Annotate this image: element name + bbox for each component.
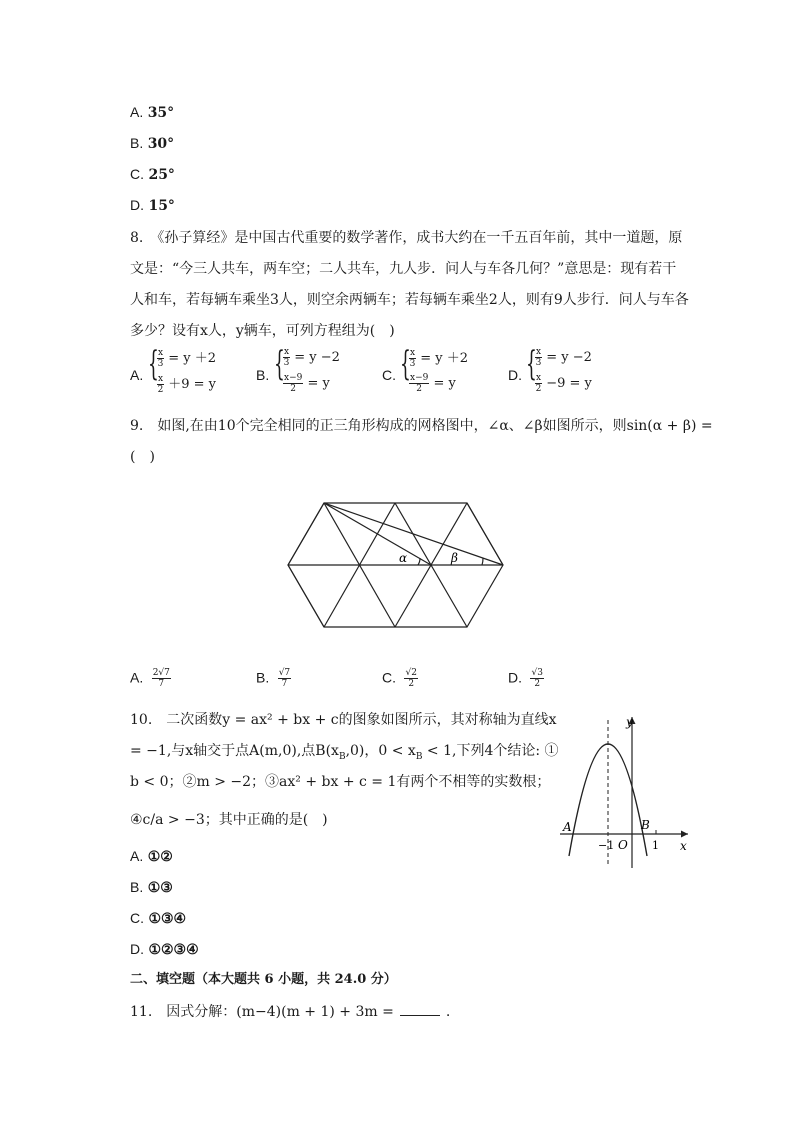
q9-option-c: C. $\frac{√2}{2}$ bbox=[382, 668, 417, 689]
q10-option-c: C. ①③④ bbox=[130, 910, 187, 927]
q11-stem: 11. 因式分解：(m−4)(m + 1) + 3m = . bbox=[130, 1004, 451, 1020]
one-label: 1 bbox=[652, 839, 659, 852]
q9-stem-line2: ( ) bbox=[130, 449, 155, 465]
q8-stem-line4: 多少？设有x人，y辆车，可列方程组为( ) bbox=[130, 323, 395, 339]
q8-option-c: C. { $\frac{x}{3}$ = y ＋2 $\frac{x-9}{2}$ = y bbox=[382, 344, 468, 394]
q8-option-a: A. { $\frac{x}{3}$ = y ＋2 $\frac{x}{2}$ ＋9 = y bbox=[130, 344, 216, 395]
q8-stem-line1: 8. 《孙子算经》是中国古代重要的数学著作，成书大约在一千五百年前，其中一道题，原 bbox=[130, 230, 683, 246]
grid-line bbox=[288, 503, 324, 565]
alpha-label: α bbox=[399, 551, 408, 565]
q8-stem-line2: 文是：“今三人共车，两车空；二人共车，九人步．问人与车各几何？”意思是：现有若干 bbox=[130, 261, 677, 277]
q10-stem-line4: ④c/a > −3；其中正确的是( ) bbox=[130, 812, 328, 828]
q10-stem-line2: = −1,与x轴交于点A(m,0),点$B(x_B,0)$，$0 < x_B < 1$,下列4个结论: ① bbox=[130, 743, 559, 762]
q7-option-d: D. 15° bbox=[130, 197, 175, 214]
answer-blank[interactable] bbox=[400, 1015, 440, 1016]
grid-line bbox=[288, 565, 324, 627]
q9-option-a: A. $\frac{2√7}{7}$ bbox=[130, 668, 170, 689]
q10-option-b: B. ①③ bbox=[130, 879, 173, 896]
neg-one-label: −1 bbox=[598, 839, 615, 852]
q7-option-a: A. 35° bbox=[130, 104, 175, 121]
beta-arc bbox=[482, 558, 483, 565]
beta-label: β bbox=[451, 551, 458, 565]
parabola-graph bbox=[555, 710, 695, 870]
q7-option-c: C. 25° bbox=[130, 166, 175, 183]
beta-ray bbox=[324, 503, 503, 565]
q10-stem-line3: b < 0；②m > −2；③ax² + bx + c = 1有两个不相等的实数根； bbox=[130, 774, 551, 790]
q9-option-d: D. $\frac{√3}{2}$ bbox=[508, 668, 543, 689]
point-a-label: A bbox=[563, 820, 572, 834]
point-b-label: B bbox=[641, 818, 650, 832]
origin-label: O bbox=[618, 838, 628, 852]
y-axis-label: y bbox=[626, 715, 633, 729]
triangle-grid-figure bbox=[280, 495, 510, 635]
q10-option-d: D. ①②③④ bbox=[130, 941, 199, 958]
q7-option-b: B. 30° bbox=[130, 135, 175, 152]
q10-option-a: A. ①② bbox=[130, 848, 173, 865]
q8-option-d: D. { $\frac{x}{3}$ = y −2 $\frac{x}{2}$ −9 = y bbox=[508, 344, 592, 394]
x-axis-label: x bbox=[680, 839, 687, 853]
q8-stem-line3: 人和车，若每辆车乘坐3人，则空余两辆车；若每辆车乘坐2人，则有9人步行．问人与车各 bbox=[130, 292, 689, 308]
q8-option-b: B. { $\frac{x}{3}$ = y −2 $\frac{x-9}{2}$ = y bbox=[256, 344, 340, 394]
alpha-arc bbox=[418, 558, 420, 565]
q9-stem-line1: 9. 如图,在由10个完全相同的正三角形构成的网格图中，∠α、∠β如图所示，则sin(α + β) = bbox=[130, 418, 713, 434]
section-heading: 二、填空题（本大题共 6 小题，共 24.0 分） bbox=[130, 972, 397, 987]
q9-option-b: B. $\frac{√7}{7}$ bbox=[256, 668, 291, 689]
grid-line bbox=[467, 503, 503, 565]
q10-stem-line1: 10. 二次函数y = ax² + bx + c的图象如图所示，其对称轴为直线x bbox=[130, 712, 557, 728]
